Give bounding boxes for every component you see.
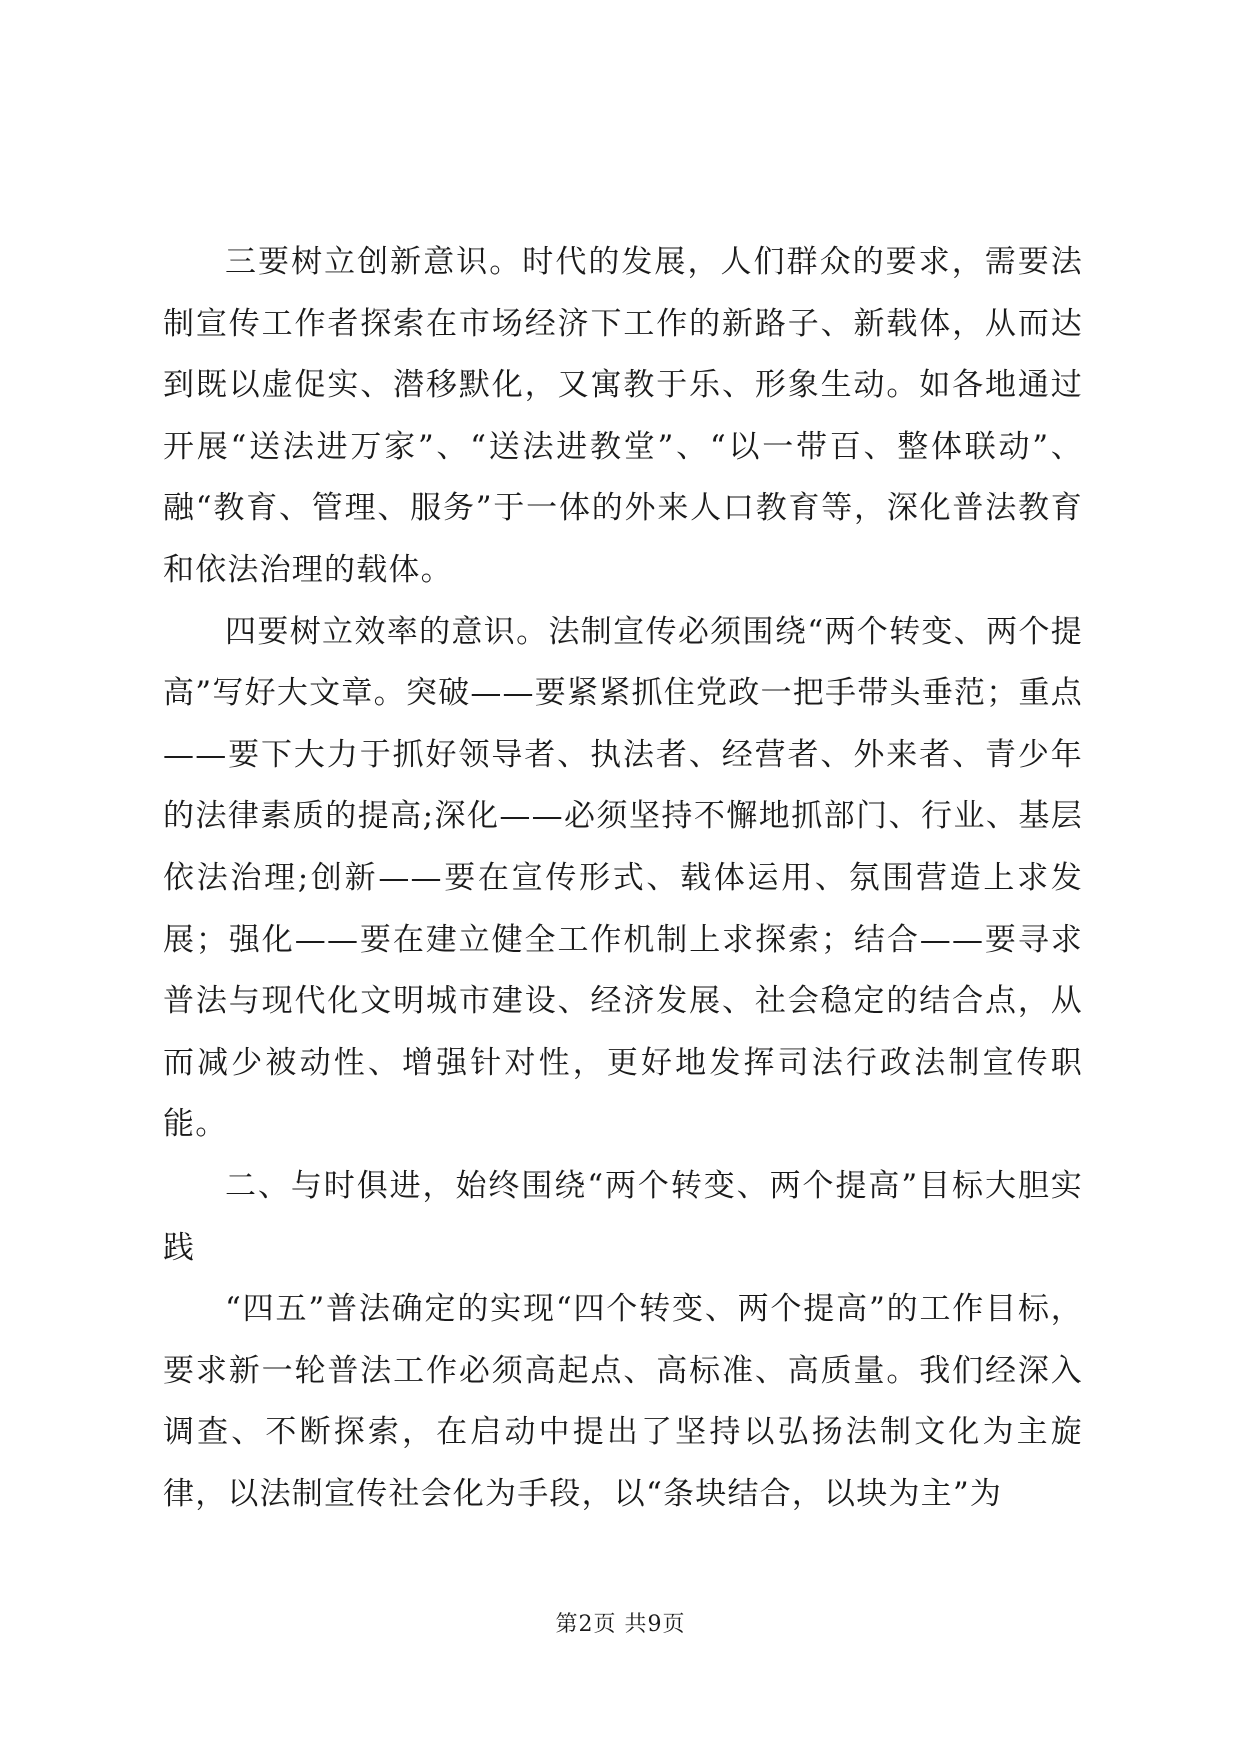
- section-heading-keep-pace: 二、与时俱进，始终围绕“两个转变、两个提高”目标大胆实践: [163, 1167, 1083, 1266]
- paragraph-innovation-awareness: 三要树立创新意识。时代的发展，人们群众的要求，需要法制宣传工作者探索在市场经济下工作的新路子、新载体，从而达到既以虚促实、潜移默化，又寓教于乐、形象生动。如各地通过开展“送法进万家”、“送法进教堂”、“以一带百、整体联动”、融“教育、管理、服务”于一体的外来人口教育等，深化普法教育和依法治理的载体。: [163, 244, 1083, 588]
- paragraph-efficiency-awareness: 四要树立效率的意识。法制宣传必须围绕“两个转变、两个提高”写好大文章。突破——要紧紧抓住党政一把手带头垂范；重点——要下大力于抓好领导者、执法者、经营者、外来者、青少年的法律素质的提高;深化——必须坚持不懈地抓部门、行业、基层依法治理;创新——要在宣传形式、载体运用、氛围营造上求发展；强化——要在建立健全工作机制上求探索；结合——要寻求普法与现代化文明城市建设、经济发展、社会稳定的结合点，从而减少被动性、增强针对性，更好地发挥司法行政法制宣传职能。: [163, 613, 1083, 1143]
- document-body: [163, 232, 1083, 1525]
- paragraph-fourth-five-year-plan: “四五”普法确定的实现“四个转变、两个提高”的工作目标，要求新一轮普法工作必须高起点、高标准、高质量。我们经深入调查、不断探索，在启动中提出了坚持以弘扬法制文化为主旋律，以法制宣传社会化为手段，以“条块结合，以块为主”为: [163, 1291, 1083, 1512]
- page-number-footer: 第2页 共9页: [555, 1612, 686, 1637]
